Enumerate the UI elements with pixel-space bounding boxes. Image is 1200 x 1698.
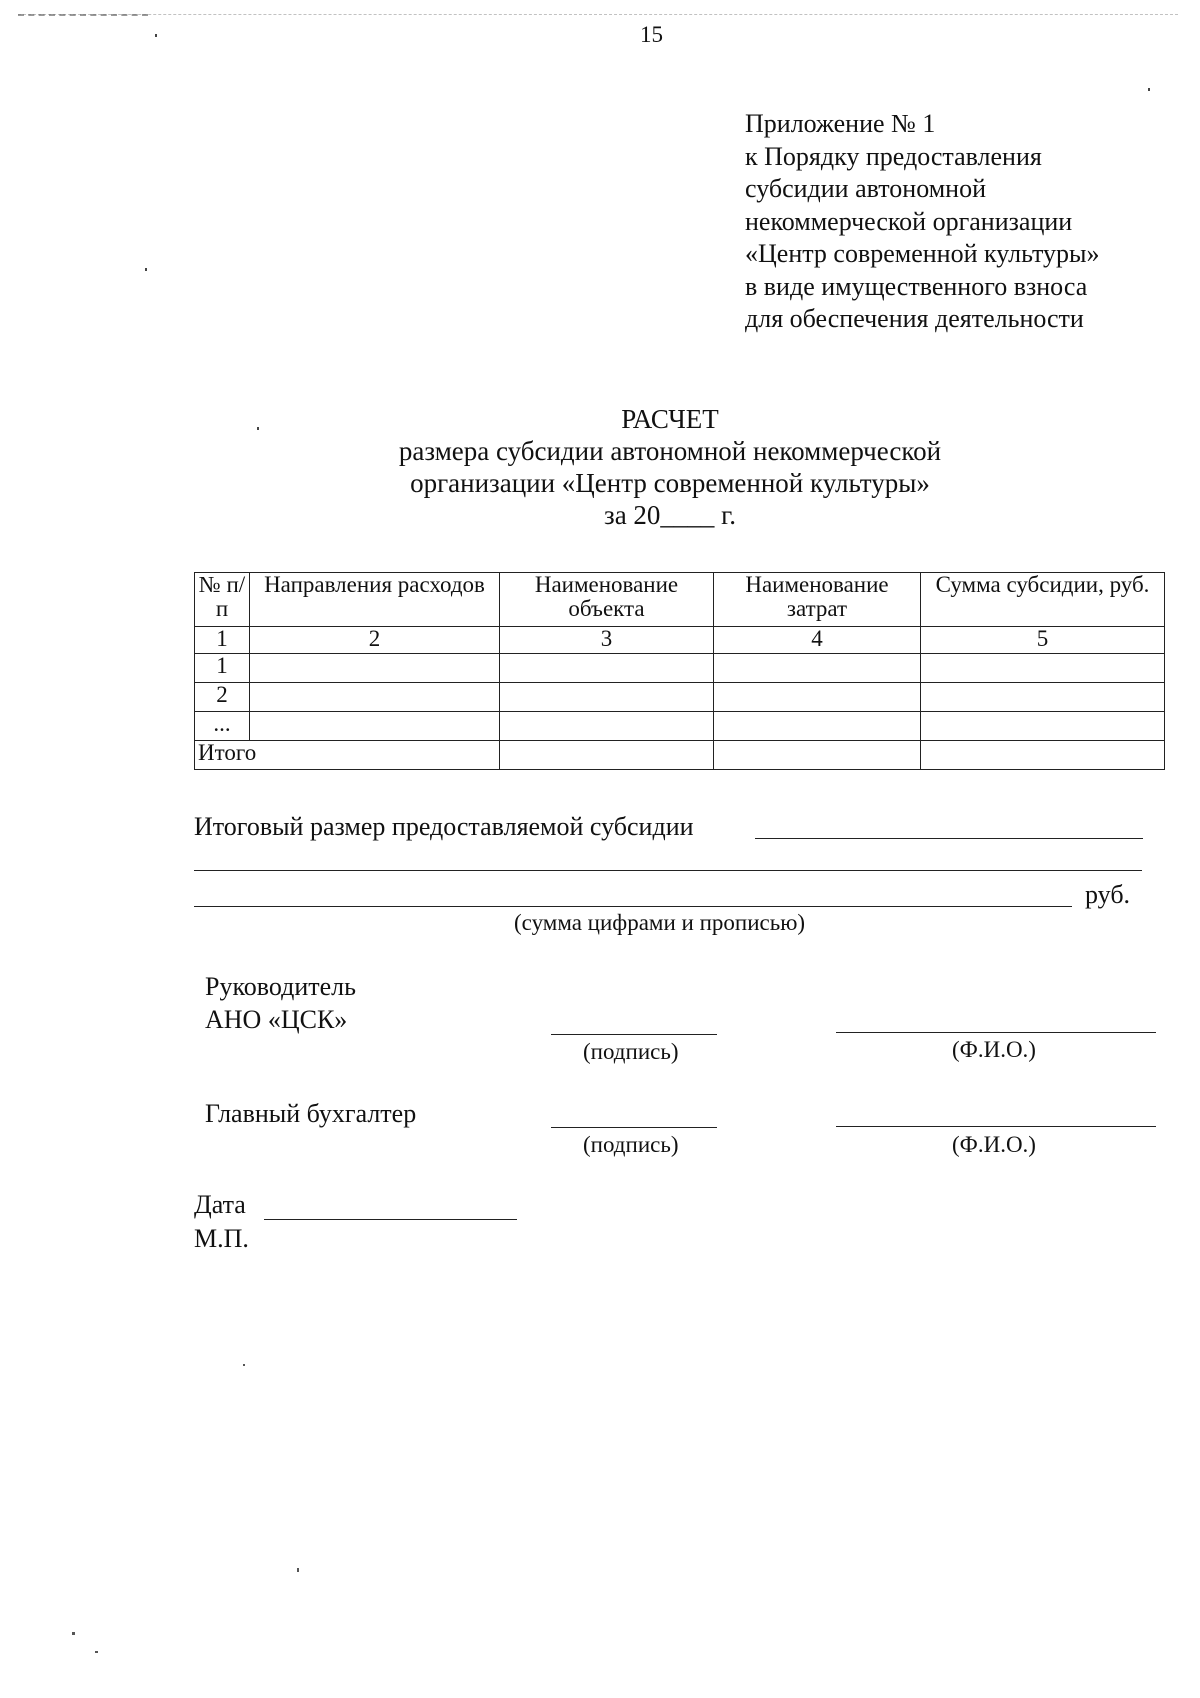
scan-speck <box>72 1632 75 1635</box>
table-cell <box>921 654 1165 683</box>
calculation-table <box>194 572 1165 770</box>
table-cell: 1 <box>195 627 250 654</box>
table-row <box>195 712 1165 741</box>
director-title: Руководитель <box>205 972 356 1001</box>
table-header-cell: Наименование затрат <box>714 573 921 627</box>
summary-hint: (сумма цифрами и прописью) <box>514 910 806 935</box>
accountant-name-line[interactable] <box>836 1126 1156 1127</box>
table-cell: 2 <box>250 627 500 654</box>
name-hint: (Ф.И.О.) <box>952 1132 1036 1157</box>
scan-speck <box>297 1568 299 1572</box>
table-cell: 1 <box>195 654 250 683</box>
document-title <box>0 403 1200 531</box>
table-cell: 4 <box>714 627 921 654</box>
appendix-line: субсидии автономной <box>745 174 986 203</box>
table-cell <box>921 741 1165 770</box>
accountant-title: Главный бухгалтер <box>205 1099 417 1128</box>
table-row <box>195 654 1165 683</box>
table-cell <box>714 654 921 683</box>
date-fill-line[interactable] <box>264 1219 517 1220</box>
table-cell <box>714 683 921 712</box>
stamp-label: М.П. <box>194 1224 249 1253</box>
appendix-line: для обеспечения деятельности <box>745 304 1084 333</box>
director-name-line[interactable] <box>836 1032 1156 1033</box>
table-cell <box>921 712 1165 741</box>
accountant-signature-line[interactable] <box>551 1127 717 1128</box>
title-line: организации «Центр современной культуры» <box>410 468 930 498</box>
summary-fill-line[interactable] <box>194 870 1142 871</box>
table-cell <box>250 712 500 741</box>
appendix-block <box>745 108 1099 336</box>
title-line: размера субсидии автономной некоммерческой <box>398 436 942 466</box>
name-hint: (Ф.И.О.) <box>952 1037 1036 1062</box>
table-cell <box>500 654 714 683</box>
table-header-cell: Сумма субсидии, руб. <box>921 573 1165 627</box>
appendix-line: «Центр современной культуры» <box>745 239 1100 268</box>
appendix-line: некоммерческой организации <box>745 206 1073 236</box>
scan-speck <box>257 427 259 430</box>
scan-speck <box>243 1364 245 1366</box>
table-column-numbers-row <box>195 627 1165 654</box>
title-heading: РАСЧЕТ <box>621 404 719 434</box>
signature-hint: (подпись) <box>583 1039 679 1064</box>
table-cell: 2 <box>195 683 250 712</box>
date-label: Дата <box>194 1190 246 1219</box>
table-cell: 5 <box>921 627 1165 654</box>
table-cell <box>250 654 500 683</box>
summary-fill-line[interactable] <box>755 838 1143 839</box>
scan-speck <box>145 268 147 271</box>
summary-fill-line[interactable] <box>194 906 1072 907</box>
table-header-row <box>195 573 1165 627</box>
table-total-label: Итого <box>195 741 500 770</box>
appendix-line: к Порядку предоставления <box>745 141 1042 171</box>
table-cell <box>921 683 1165 712</box>
page-number: 15 <box>640 22 663 47</box>
table-row <box>195 683 1165 712</box>
table-cell <box>500 683 714 712</box>
scan-speck <box>155 34 157 37</box>
appendix-line: в виде имущественного взноса <box>745 271 1088 301</box>
table-cell: 3 <box>500 627 714 654</box>
table-cell <box>500 712 714 741</box>
appendix-line: Приложение № 1 <box>745 109 936 138</box>
table-cell <box>250 683 500 712</box>
table-total-row <box>195 741 1165 770</box>
table-cell <box>714 712 921 741</box>
director-org: АНО «ЦСК» <box>205 1005 348 1034</box>
scan-speck <box>95 1651 98 1653</box>
table-header-cell: № п/п <box>195 573 250 627</box>
table-cell <box>714 741 921 770</box>
summary-label: Итоговый размер предоставляемой субсидии <box>194 812 694 841</box>
scan-artifact-line <box>18 14 1178 21</box>
signature-hint: (подпись) <box>583 1132 679 1157</box>
title-line: за 20____ г. <box>604 500 736 530</box>
table-cell: ... <box>195 712 250 741</box>
table-header-cell: Наименование объекта <box>500 573 714 627</box>
scan-speck <box>1148 88 1150 91</box>
table-header-cell: Направления расходов <box>250 573 500 627</box>
table-cell <box>500 741 714 770</box>
summary-currency: руб. <box>1085 880 1131 909</box>
director-signature-line[interactable] <box>551 1034 717 1035</box>
scan-artifact-mark <box>18 14 148 24</box>
